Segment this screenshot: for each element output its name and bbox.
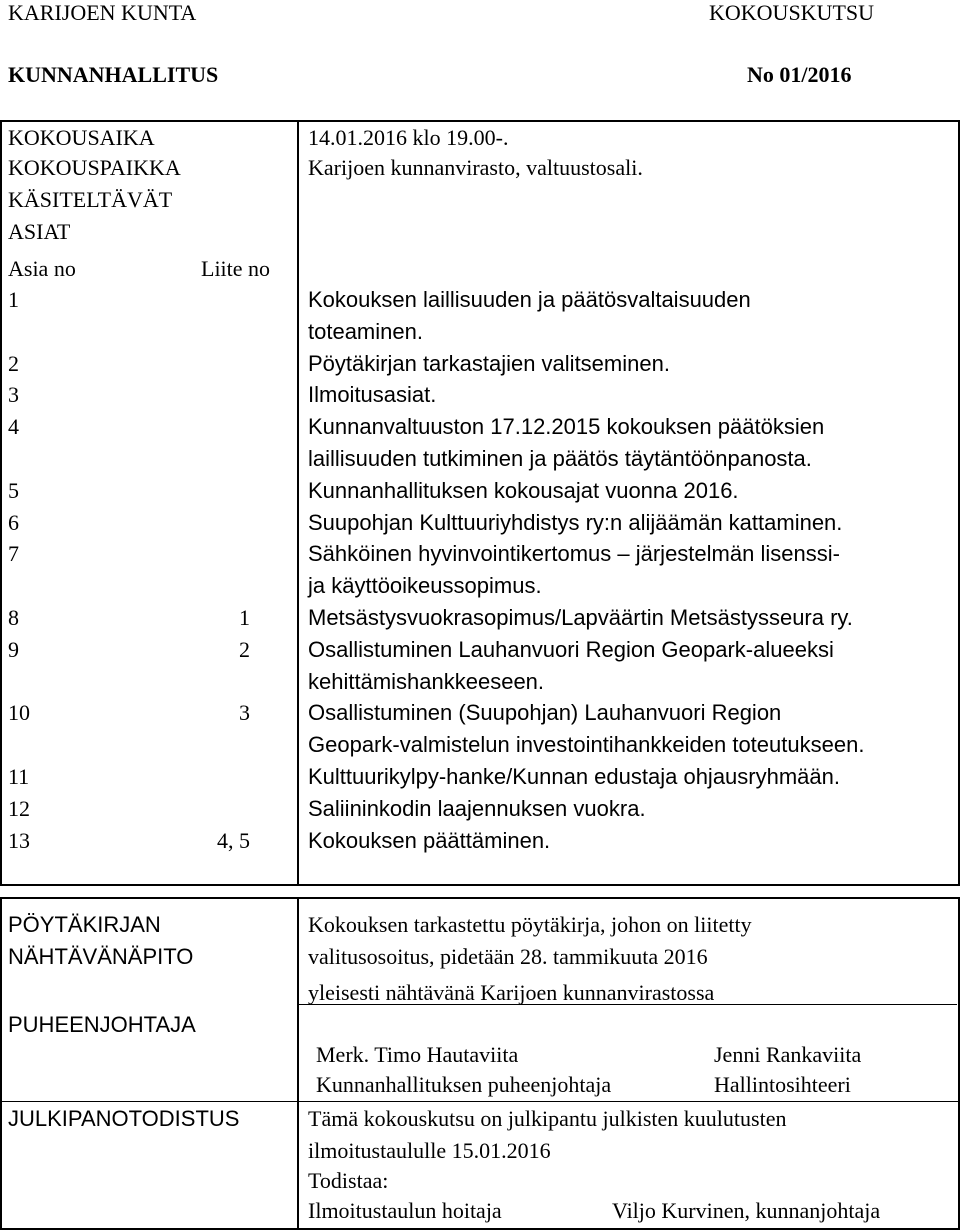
matters-label: KÄSITELTÄVÄT xyxy=(8,187,173,212)
agenda-item-title: ja käyttöoikeussopimus. xyxy=(308,573,542,599)
footer-column-divider xyxy=(297,897,299,1230)
minutes-display-label-line2: NÄHTÄVÄNÄPITO xyxy=(8,944,194,969)
agenda-item-title: Metsästysvuokrasopimus/Lapväärtin Metsästysseura ry. xyxy=(308,605,853,630)
agenda-item-number: 12 xyxy=(8,795,30,821)
agenda-item-attachment: 2 xyxy=(239,636,250,662)
agenda-item-title: Suupohjan Kulttuuriyhdistys ry:n alijäämän kattaminen. xyxy=(308,509,843,535)
document-type: KOKOUSKUTSU xyxy=(709,0,875,25)
agenda-item-number: 13 xyxy=(8,827,30,853)
certifier-role: Ilmoitustaulun hoitaja xyxy=(308,1198,502,1223)
posting-certificate-label: JULKIPANOTODISTUS xyxy=(8,1106,240,1131)
agenda-item-title: Kunnanvaltuuston 17.12.2015 kokouksen päätöksien xyxy=(308,414,825,440)
attachment-number-header: Liite no xyxy=(201,256,271,281)
agenda-item-number: 1 xyxy=(8,287,19,312)
secretary-name: Jenni Rankaviita xyxy=(714,1042,862,1067)
agenda-item-title: Pöytäkirjan tarkastajien valitseminen. xyxy=(308,350,670,376)
minutes-display-text: Kokouksen tarkastettu pöytäkirja, johon on liitetty xyxy=(308,912,752,937)
agenda-item-title: Kulttuurikylpy-hanke/Kunnan edustaja ohjausryhmään. xyxy=(308,764,840,789)
minutes-display-label: PÖYTÄKIRJAN xyxy=(8,912,161,937)
agenda-item-title: Geopark-valmistelun investointihankkeiden toteutukseen. xyxy=(308,732,865,758)
agenda-column-divider xyxy=(297,120,299,886)
agenda-item-attachment: 3 xyxy=(239,700,250,726)
agenda-item-title: Kokouksen päättäminen. xyxy=(308,827,551,853)
agenda-item-title: Saliininkodin laajennuksen vuokra. xyxy=(308,795,646,821)
agenda-item-attachment: 1 xyxy=(239,605,250,630)
agenda-item-number: 5 xyxy=(8,477,19,503)
matters-label-line2: ASIAT xyxy=(8,219,71,244)
agenda-item-title: Sähköinen hyvinvointikertomus – järjestelmän lisenssi- xyxy=(308,541,840,567)
chair-name: Merk. Timo Hautaviita xyxy=(316,1042,519,1067)
agenda-item-attachment: 4, 5 xyxy=(217,827,250,853)
governing-body: KUNNANHALLITUS xyxy=(8,62,219,87)
agenda-item-title: Osallistuminen (Suupohjan) Lauhanvuori Region xyxy=(308,700,782,726)
certifier-label: Todistaa: xyxy=(308,1168,389,1193)
agenda-item-title: Kunnanhallituksen kokousajat vuonna 2016. xyxy=(308,477,739,503)
meeting-time-value: 14.01.2016 klo 19.00-. xyxy=(308,125,509,150)
posting-certificate-date: ilmoitustaululle 15.01.2016 xyxy=(308,1138,551,1163)
municipality-name: KARIJOEN KUNTA xyxy=(8,0,197,25)
agenda-item-number: 6 xyxy=(8,509,19,535)
agenda-item-number: 11 xyxy=(8,764,30,789)
agenda-item-number: 9 xyxy=(8,636,19,662)
agenda-item-number: 10 xyxy=(8,700,30,726)
agenda-item-title: Kokouksen laillisuuden ja päätösvaltaisuuden xyxy=(308,287,751,312)
agenda-item-number: 4 xyxy=(8,414,19,440)
agenda-item-number: 3 xyxy=(8,382,19,408)
meeting-place-label: KOKOUSPAIKKA xyxy=(8,155,181,180)
footer-divider-1 xyxy=(297,1004,957,1005)
minutes-display-text-line2: valitusosoitus, pidetään 28. tammikuuta 2016 xyxy=(308,944,708,969)
agenda-item-number: 7 xyxy=(8,541,19,567)
agenda-item-title: kehittämishankkeeseen. xyxy=(308,668,545,694)
item-number-header: Asia no xyxy=(8,256,76,281)
chair-title: Kunnanhallituksen puheenjohtaja xyxy=(316,1072,612,1097)
agenda-item-title: Osallistuminen Lauhanvuori Region Geopark-alueeksi xyxy=(308,636,834,662)
minutes-display-text-line3: yleisesti nähtävänä Karijoen kunnanvirastossa xyxy=(308,980,715,1005)
meeting-place-value: Karijoen kunnanvirasto, valtuustosali. xyxy=(308,155,643,180)
agenda-item-title: toteaminen. xyxy=(308,318,423,344)
posting-certificate-text: Tämä kokouskutsu on julkipantu julkisten kuulutusten xyxy=(308,1106,787,1131)
agenda-item-number: 8 xyxy=(8,605,19,630)
agenda-item-title: Ilmoitusasiat. xyxy=(308,382,437,408)
chair-label: PUHEENJOHTAJA xyxy=(8,1012,196,1037)
footer-divider-2 xyxy=(0,1101,958,1102)
agenda-item-title: laillisuuden tutkiminen ja päätös täytäntöönpanosta. xyxy=(308,446,812,471)
certifier-name: Viljo Kurvinen, kunnanjohtaja xyxy=(612,1198,881,1223)
document-number: No 01/2016 xyxy=(747,62,852,87)
secretary-title: Hallintosihteeri xyxy=(714,1072,851,1097)
meeting-time-label: KOKOUSAIKA xyxy=(8,125,155,150)
agenda-item-number: 2 xyxy=(8,350,19,376)
